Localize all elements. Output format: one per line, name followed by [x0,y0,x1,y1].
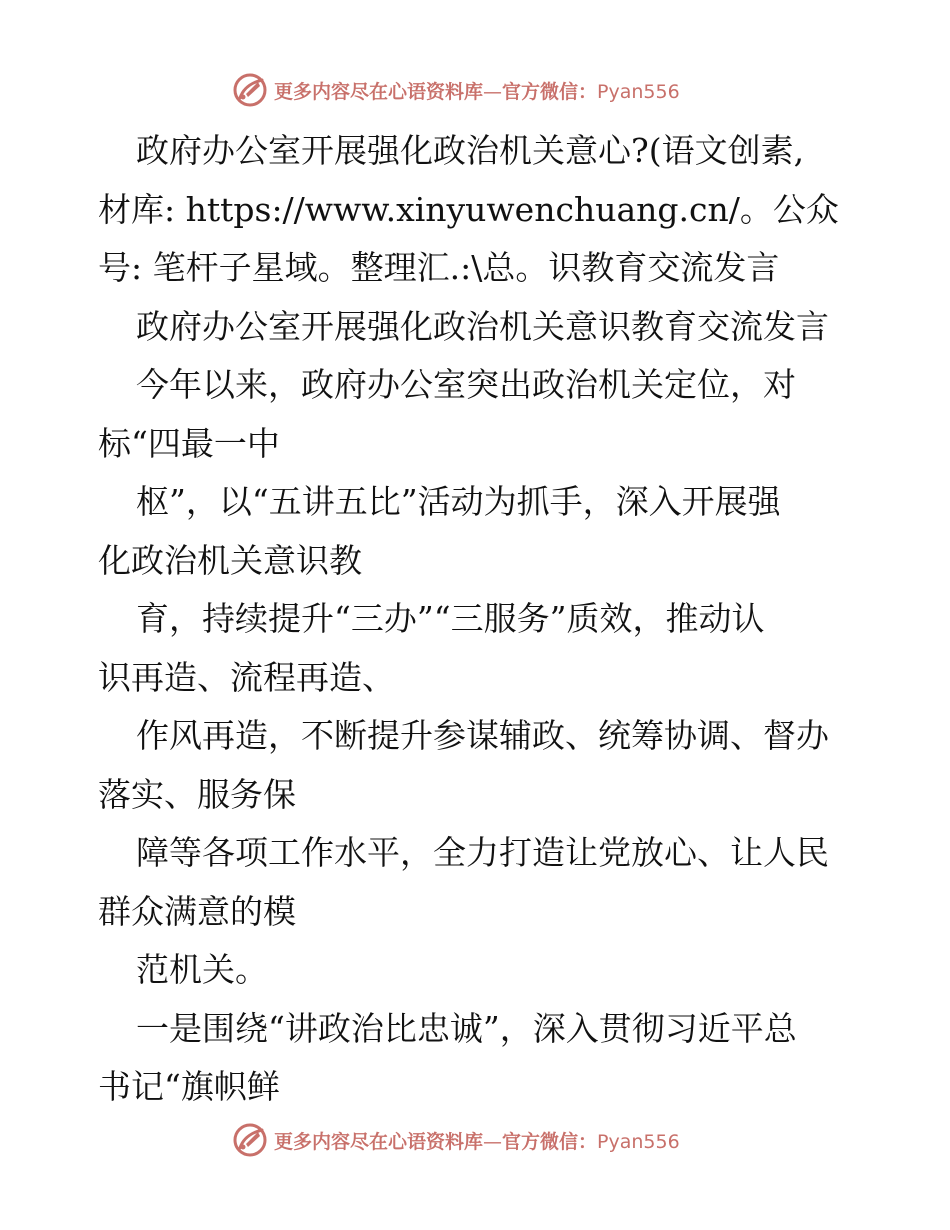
body-text-line: 群众满意的模 [98,891,296,931]
header-watermark [232,70,752,110]
watermark-brand: 更多内容尽在心语资料库 [274,80,484,103]
body-text-line: 作风再造，不断提升参谋辅政、统筹协调、督办 [136,716,829,755]
body-text-line: 材库: https://www.xinyuwenchuang.cn/。公众 [98,189,839,229]
body-text-line: 范机关。 [136,950,268,989]
body-text-line: 障等各项工作水平，全力打造让党放心、让人民 [136,833,829,872]
body-text-line: 育，持续提升“三办”“三服务”质效，推动认 [136,599,765,638]
body-text-line: 识再造、流程再造、 [98,657,395,697]
watermark-dash: — [483,1130,503,1153]
body-text-line: 政府办公室开展强化政治机关意识教育交流发言 [136,306,829,346]
watermark-wechat-label: 官方微信： [502,80,598,103]
brand-logo-icon [232,72,268,108]
body-text-line: 枢”，以“五讲五比”活动为抓手，深入开展强 [136,482,781,521]
brand-logo-icon [232,1122,268,1158]
watermark-wechat-label: 官方微信： [502,1130,598,1153]
body-text-line: 一是围绕“讲政治比忠诚”，深入贯彻习近平总 [136,1008,797,1048]
watermark-wechat-id: Pyan556 [597,80,680,103]
watermark-text [274,77,680,104]
watermark-text [274,1127,680,1154]
body-text-line: 书记“旗帜鲜 [98,1067,280,1106]
watermark-brand: 更多内容尽在心语资料库 [274,1130,484,1153]
body-text-line: 化政治机关意识教 [98,540,362,580]
body-text-line: 标“四最一中 [98,423,280,463]
body-text-line: 今年以来，政府办公室突出政治机关定位，对 [136,365,796,404]
body-text-line: 政府办公室开展强化政治机关意心?(语文创素, [136,131,805,170]
document-body [98,122,858,1117]
body-text-line: 落实、服务保 [98,774,296,814]
body-text-line: 号: 笔杆子星域。整理汇.:\总。识教育交流发言 [98,248,780,287]
watermark-dash: — [483,80,503,103]
footer-watermark [232,1120,752,1160]
watermark-wechat-id: Pyan556 [597,1130,680,1153]
